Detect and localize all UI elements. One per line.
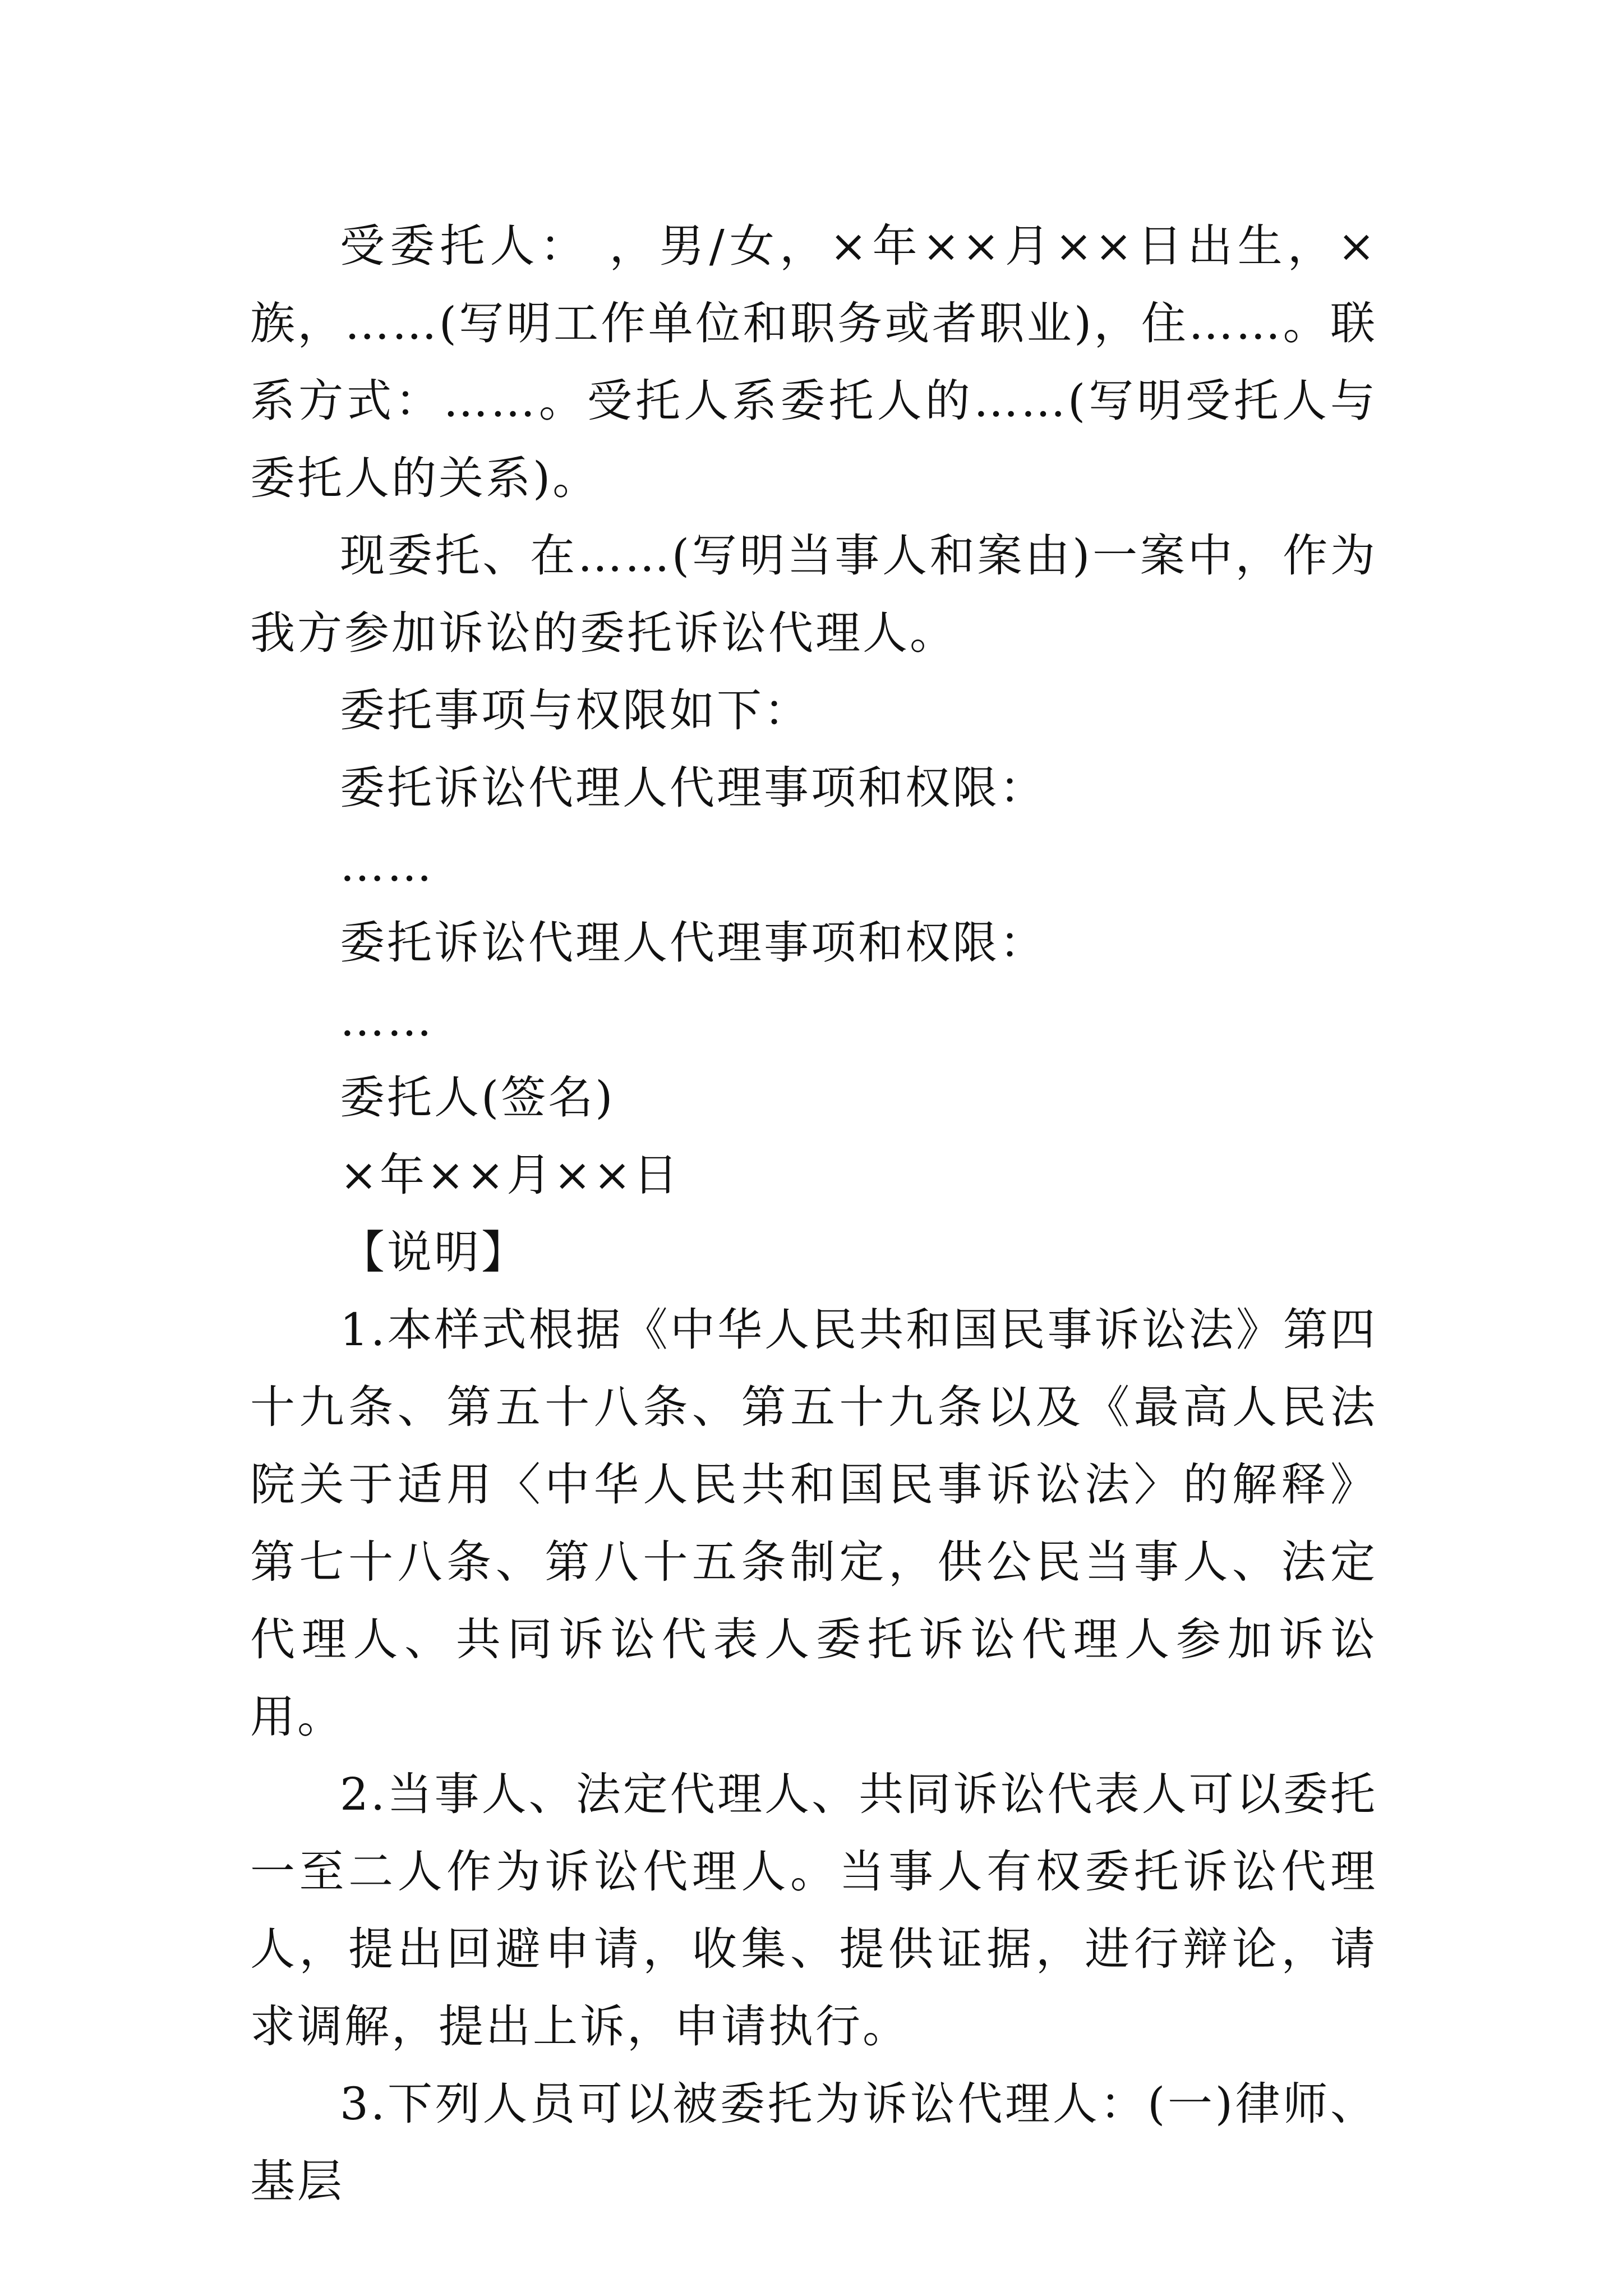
paragraph-notes-heading: 【说明】 — [340, 1226, 528, 1278]
paragraph-entrustment: 现委托、在……(写明当事人和案由)一案中，作为我方参加诉讼的委托诉讼代理人。 — [250, 530, 1377, 659]
paragraph-ellipsis-1: …… — [340, 839, 434, 891]
paragraph-signature: 委托人(签名) — [340, 1071, 615, 1124]
paragraph-matters-1: 委托诉讼代理人代理事项和权限： — [340, 762, 1046, 814]
document-body — [250, 208, 1377, 2220]
paragraph-matters-2: 委托诉讼代理人代理事项和权限： — [340, 917, 1046, 969]
paragraph-agent-info: 受委托人： ，男/女，×年××月××日出生，×族，……(写明工作单位和职务或者职业)，住……。联系方式：……。受托人系委托人的……(写明受托人与委托人的关系)。 — [250, 220, 1377, 504]
paragraph-note-2: 2.当事人、法定代理人、共同诉讼代表人可以委托一至二人作为诉讼代理人。当事人有权委托诉讼代理人，提出回避申请，收集、提供证据，进行辩论，请求调解，提出上诉，申请执行。 — [250, 1768, 1377, 2053]
paragraph-date: ×年××月××日 — [340, 1149, 681, 1201]
paragraph-matters-heading: 委托事项与权限如下： — [340, 684, 811, 737]
paragraph-note-3: 3.下列人员可以被委托为诉讼代理人：(一)律师、基层 — [250, 2078, 1377, 2207]
paragraph-ellipsis-2: …… — [340, 994, 434, 1046]
paragraph-note-1: 1.本样式根据《中华人民共和国民事诉讼法》第四十九条、第五十八条、第五十九条以及《最高人民法院关于适用〈中华人民共和国民事诉讼法〉的解释》第七十八条、第八十五条制定，供公民当事人、法定代理人、共同诉讼代表人委托诉讼代理人参加诉讼用。 — [250, 1304, 1377, 1743]
